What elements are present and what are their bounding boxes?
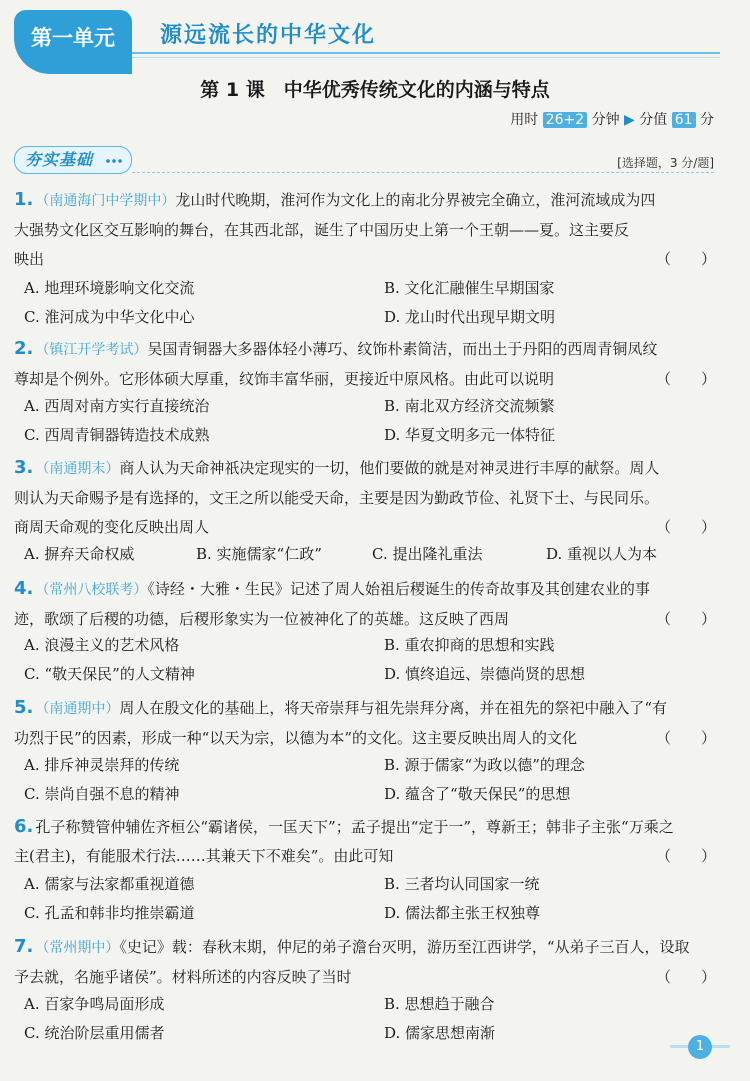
stem-line: 商人认为天命神祇决定现实的一切，他们要做的就是对神灵进行丰厚的献祭。周人 bbox=[119, 459, 660, 477]
option-d[interactable]: D. 重视以人为本 bbox=[546, 545, 658, 563]
question-number: 1. bbox=[14, 189, 34, 210]
stem-line: 映出 bbox=[14, 250, 45, 268]
option-b[interactable]: B. 实施儒家“仁政” bbox=[196, 545, 322, 563]
question-stem bbox=[14, 812, 716, 842]
question-source: （南通期末） bbox=[35, 461, 120, 477]
triangle-icon: ▶ bbox=[624, 112, 635, 128]
score-prefix: 分值 bbox=[639, 112, 668, 128]
stem-line: 主(君主)，有能服术行法……其兼天下不难矣”。由此可知 bbox=[14, 847, 394, 865]
option-c[interactable]: C. “敬天保民”的人文精神 bbox=[24, 665, 195, 683]
option-a[interactable]: A. 摒弃天命权威 bbox=[24, 545, 135, 563]
question-number: 2. bbox=[14, 338, 34, 359]
option-c[interactable]: C. 孔孟和韩非均推崇霸道 bbox=[24, 904, 195, 922]
dots-decoration-icon bbox=[105, 159, 123, 163]
section-note: [选择题，3 分/题] bbox=[617, 156, 714, 170]
header-divider-thin bbox=[132, 57, 720, 58]
stem-line: 予去就，名施乎诸侯”。材料所述的内容反映了当时 bbox=[14, 968, 352, 986]
option-d[interactable]: D. 慎终追远、崇德尚贤的思想 bbox=[384, 665, 586, 683]
question-stem bbox=[14, 334, 716, 365]
stem-line: 迹，歌颂了后稷的功德，后稷形象实为一位被神化了的英雄。这反映了西周 bbox=[14, 610, 510, 628]
answer-paren: （ ） bbox=[655, 968, 716, 986]
time-score-info bbox=[510, 109, 714, 129]
section-header bbox=[14, 146, 132, 174]
answer-paren: （ ） bbox=[655, 847, 716, 865]
option-d[interactable]: D. 蕴含了“敬天保民”的思想 bbox=[384, 785, 571, 803]
option-d[interactable]: D. 龙山时代出现早期文明 bbox=[384, 308, 556, 326]
stem-line: 则认为天命赐予是有选择的，文王之所以能受天命，主要是因为勤政节俭、礼贤下士、与民同乐。 bbox=[14, 489, 660, 507]
question-stem bbox=[14, 185, 716, 216]
question-number: 4. bbox=[14, 578, 34, 599]
question-1 bbox=[14, 185, 716, 274]
stem-line: 尊却是个例外。它形体硕大厚重，纹饰丰富华丽，更接近中原风格。由此可以说明 bbox=[14, 370, 555, 388]
option-b[interactable]: B. 重农抑商的思想和实践 bbox=[384, 636, 555, 654]
option-b[interactable]: B. 三者均认同国家一统 bbox=[384, 875, 540, 893]
question-number: 7. bbox=[14, 936, 34, 957]
option-c[interactable]: C. 提出隆礼重法 bbox=[372, 545, 483, 563]
answer-paren: （ ） bbox=[655, 518, 716, 536]
option-d[interactable]: D. 儒家思想南渐 bbox=[384, 1024, 496, 1042]
option-a[interactable]: A. 西周对南方实行直接统治 bbox=[24, 397, 210, 415]
stem-line: 商周天命观的变化反映出周人 bbox=[14, 518, 210, 536]
stem-line: 《诗经・大雅・生民》记述了周人始祖后稷诞生的传奇故事及其创建农业的事 bbox=[147, 580, 650, 598]
question-source: （常州八校联考） bbox=[35, 582, 148, 598]
score-unit: 分 bbox=[700, 112, 714, 128]
option-a[interactable]: A. 地理环境影响文化交流 bbox=[24, 279, 195, 297]
stem-line: 大强势文化区交互影响的舞台，在其西北部，诞生了中国历史上第一个王朝——夏。这主要反 bbox=[14, 221, 630, 239]
question-stem bbox=[14, 693, 716, 724]
question-number: 6. bbox=[14, 816, 34, 837]
question-source: （镇江开学考试） bbox=[35, 342, 148, 358]
answer-paren: （ ） bbox=[655, 250, 716, 268]
question-stem bbox=[14, 574, 716, 605]
stem-line-last bbox=[14, 513, 716, 542]
option-d[interactable]: D. 儒法都主张王权独尊 bbox=[384, 904, 541, 922]
time-value: 26+2 bbox=[543, 112, 587, 128]
question-number: 3. bbox=[14, 457, 34, 478]
question-stem bbox=[14, 453, 716, 484]
question-source: （常州期中） bbox=[35, 940, 120, 956]
time-unit: 分钟 bbox=[591, 112, 620, 128]
question-source: （南通期中） bbox=[35, 701, 120, 717]
stem-line-last bbox=[14, 842, 716, 871]
option-c[interactable]: C. 崇尚自强不息的精神 bbox=[24, 785, 180, 803]
stem-line-last bbox=[14, 724, 716, 753]
stem-line: 功烈于民”的因素，形成一种“以天为宗，以德为本”的文化。这主要反映出周人的文化 bbox=[14, 729, 578, 747]
stem-line-last bbox=[14, 245, 716, 274]
page-number: 1 bbox=[688, 1035, 712, 1059]
option-b[interactable]: B. 南北双方经济交流频繁 bbox=[384, 397, 555, 415]
answer-paren: （ ） bbox=[655, 370, 716, 388]
option-a[interactable]: A. 排斥神灵崇拜的传统 bbox=[24, 756, 180, 774]
score-value: 61 bbox=[672, 112, 696, 128]
stem-line-last bbox=[14, 963, 716, 992]
stem-line: 周人在殷文化的基础上，将天帝崇拜与祖先崇拜分离，并在祖先的祭祀中融入了“有 bbox=[119, 699, 668, 717]
answer-paren: （ ） bbox=[655, 610, 716, 628]
stem-line: 孔子称赞管仲辅佐齐桓公“霸诸侯，一匡天下”；孟子提出“定于一”，尊新王；韩非子主张“万乘之 bbox=[35, 818, 674, 836]
stem-line-last bbox=[14, 605, 716, 634]
option-b[interactable]: B. 文化汇融催生早期国家 bbox=[384, 279, 555, 297]
option-a[interactable]: A. 儒家与法家都重视道德 bbox=[24, 875, 195, 893]
question-3 bbox=[14, 453, 716, 542]
lesson-title: 第 1 课 中华优秀传统文化的内涵与特点 bbox=[200, 79, 550, 101]
stem-line: 吴国青铜器大多器体轻小薄巧、纹饰朴素简洁，而出土于丹阳的西周青铜凤纹 bbox=[147, 340, 658, 358]
option-c[interactable]: C. 淮河成为中华文化中心 bbox=[24, 308, 195, 326]
question-6 bbox=[14, 812, 716, 871]
stem-line: 龙山时代晚期，淮河作为文化上的南北分界被完全确立，淮河流域成为四 bbox=[175, 191, 656, 209]
section-title: 夯实基础 bbox=[25, 150, 94, 169]
header-divider bbox=[132, 52, 720, 54]
question-5 bbox=[14, 693, 716, 753]
unit-title: 源远流长的中华文化 bbox=[160, 23, 377, 48]
question-2 bbox=[14, 334, 716, 394]
option-a[interactable]: A. 百家争鸣局面形成 bbox=[24, 995, 165, 1013]
stem-line-last bbox=[14, 365, 716, 394]
option-d[interactable]: D. 华夏文明多元一体特征 bbox=[384, 426, 556, 444]
answer-paren: （ ） bbox=[655, 729, 716, 747]
question-number: 5. bbox=[14, 697, 34, 718]
time-prefix: 用时 bbox=[510, 112, 539, 128]
stem-line: 《史记》载：春秋末期，仲尼的弟子澹台灭明，游历至江西讲学，“从弟子三百人，设取 bbox=[119, 938, 690, 956]
question-source: （南通海门中学期中） bbox=[35, 193, 176, 209]
option-c[interactable]: C. 西周青铜器铸造技术成熟 bbox=[24, 426, 210, 444]
unit-label: 第一单元 bbox=[14, 10, 132, 74]
question-4 bbox=[14, 574, 716, 634]
option-b[interactable]: B. 思想趋于融合 bbox=[384, 995, 495, 1013]
section-dashed-divider bbox=[132, 172, 714, 173]
question-7 bbox=[14, 932, 716, 992]
option-b[interactable]: B. 源于儒家“为政以德”的理念 bbox=[384, 756, 585, 774]
question-stem bbox=[14, 932, 716, 963]
option-a[interactable]: A. 浪漫主义的艺术风格 bbox=[24, 636, 180, 654]
option-c[interactable]: C. 统治阶层重用儒者 bbox=[24, 1024, 165, 1042]
